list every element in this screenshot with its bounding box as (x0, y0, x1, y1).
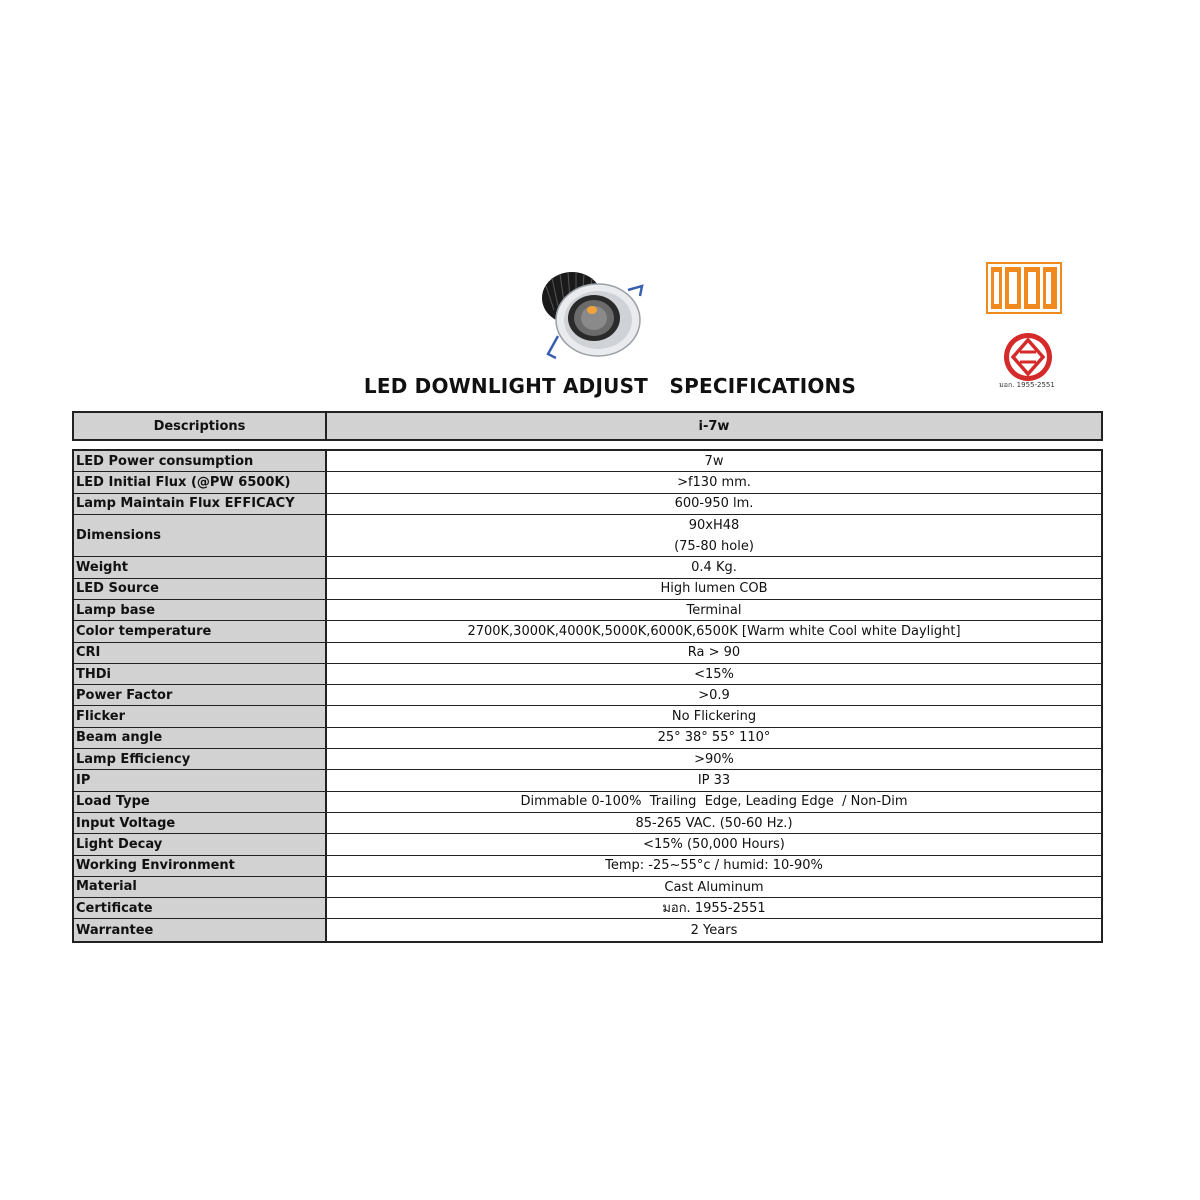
spec-value-line: มอก. 1955-2551 (662, 900, 766, 916)
spec-row (74, 813, 1101, 834)
page-title: LED DOWNLIGHT ADJUST SPECIFICATIONS (363, 374, 857, 398)
spec-label: Material (74, 877, 327, 897)
spec-label: Lamp Maintain Flux EFFICACY (74, 494, 327, 514)
spec-row (74, 898, 1101, 919)
spec-label: Lamp base (74, 600, 327, 620)
spec-value-line: Temp: -25~55°c / humid: 10-90% (605, 858, 823, 874)
spec-row (74, 451, 1101, 472)
brand-logo (986, 262, 1062, 314)
spec-value (327, 494, 1101, 514)
spec-label: Lamp Efficiency (74, 749, 327, 769)
spec-value-line: High lumen COB (660, 581, 768, 597)
spec-value-line: Terminal (686, 602, 742, 618)
spec-value (327, 600, 1101, 620)
header-descriptions: Descriptions (74, 413, 327, 439)
spec-row (74, 472, 1101, 493)
spec-row (74, 515, 1101, 558)
led-downlight-image (536, 266, 648, 364)
spec-label: CRI (74, 643, 327, 663)
spec-value-line: <15% (50,000 Hours) (643, 836, 785, 852)
spec-label: LED Initial Flux (@PW 6500K) (74, 472, 327, 492)
spec-label: LED Source (74, 579, 327, 599)
spec-value-line: 0.4 Kg. (691, 560, 737, 576)
spec-label: THDi (74, 664, 327, 684)
spec-value-line: 90xH48 (688, 517, 740, 533)
spec-value (327, 643, 1101, 663)
spec-label: Beam angle (74, 728, 327, 748)
spec-row (74, 749, 1101, 770)
spec-label: Dimensions (74, 515, 327, 557)
spec-label: Load Type (74, 792, 327, 812)
spec-value (327, 877, 1101, 897)
header-model: i-7w (698, 418, 730, 434)
spec-table-header (72, 411, 1103, 441)
spec-row (74, 877, 1101, 898)
spec-label: Input Voltage (74, 813, 327, 833)
spec-value (327, 579, 1101, 599)
spec-value-line: <15% (694, 666, 734, 682)
spec-label: Weight (74, 557, 327, 577)
spec-label: LED Power consumption (74, 451, 327, 471)
spec-value (327, 770, 1101, 790)
spec-value-line: 85-265 VAC. (50-60 Hz.) (635, 815, 793, 831)
spec-label: Power Factor (74, 685, 327, 705)
spec-row (74, 643, 1101, 664)
spec-value-line: 2 Years (690, 922, 738, 938)
spec-value (327, 621, 1101, 641)
spec-value (327, 898, 1101, 918)
spec-value-line: >90% (694, 751, 734, 767)
spec-row (74, 600, 1101, 621)
spec-row (74, 621, 1101, 642)
spec-value-line: Cast Aluminum (664, 879, 764, 895)
spec-row (74, 919, 1101, 940)
spec-value (327, 557, 1101, 577)
certification-caption: มอก. 1955-2551 (999, 381, 1055, 389)
spec-value-line: No Flickering (671, 709, 757, 725)
spec-row (74, 579, 1101, 600)
spec-table (72, 449, 1103, 943)
spec-row (74, 685, 1101, 706)
spec-row (74, 706, 1101, 727)
spec-label: Working Environment (74, 856, 327, 876)
spec-value-line: 600-950 lm. (674, 496, 754, 512)
spec-label: Certificate (74, 898, 327, 918)
spec-value-line: Dimmable 0-100% Trailing Edge, Leading Edge / Non-Dim (520, 794, 908, 810)
spec-row (74, 728, 1101, 749)
spec-label: IP (74, 770, 327, 790)
spec-value (327, 706, 1101, 726)
spec-value (327, 515, 1101, 557)
spec-label: Light Decay (74, 834, 327, 854)
spec-value-line: 2700K,3000K,4000K,5000K,6000K,6500K [Warm white Cool white Daylight] (467, 623, 961, 639)
spec-value (327, 792, 1101, 812)
spec-value-line: 25° 38° 55° 110° (657, 730, 771, 746)
spec-row (74, 770, 1101, 791)
spec-label: Flicker (74, 706, 327, 726)
spec-value (327, 451, 1101, 471)
spec-value-line: IP 33 (697, 773, 731, 789)
spec-row (74, 856, 1101, 877)
spec-value (327, 834, 1101, 854)
spec-value (327, 685, 1101, 705)
spec-value (327, 813, 1101, 833)
spec-label: Warrantee (74, 919, 327, 940)
spec-value (327, 664, 1101, 684)
spec-value-line: Ra > 90 (687, 645, 741, 661)
spec-value-line: >0.9 (698, 687, 730, 703)
spec-row (74, 557, 1101, 578)
spec-value (327, 749, 1101, 769)
spec-value (327, 472, 1101, 492)
spec-row (74, 792, 1101, 813)
spec-value-line: (75-80 hole) (674, 538, 754, 554)
spec-row (74, 664, 1101, 685)
spec-value-line: 7w (704, 453, 724, 469)
spec-value (327, 919, 1101, 940)
spec-value (327, 856, 1101, 876)
spec-row (74, 834, 1101, 855)
spec-row (74, 494, 1101, 515)
spec-label: Color temperature (74, 621, 327, 641)
spec-value-line: >f130 mm. (677, 474, 751, 490)
spec-value (327, 728, 1101, 748)
